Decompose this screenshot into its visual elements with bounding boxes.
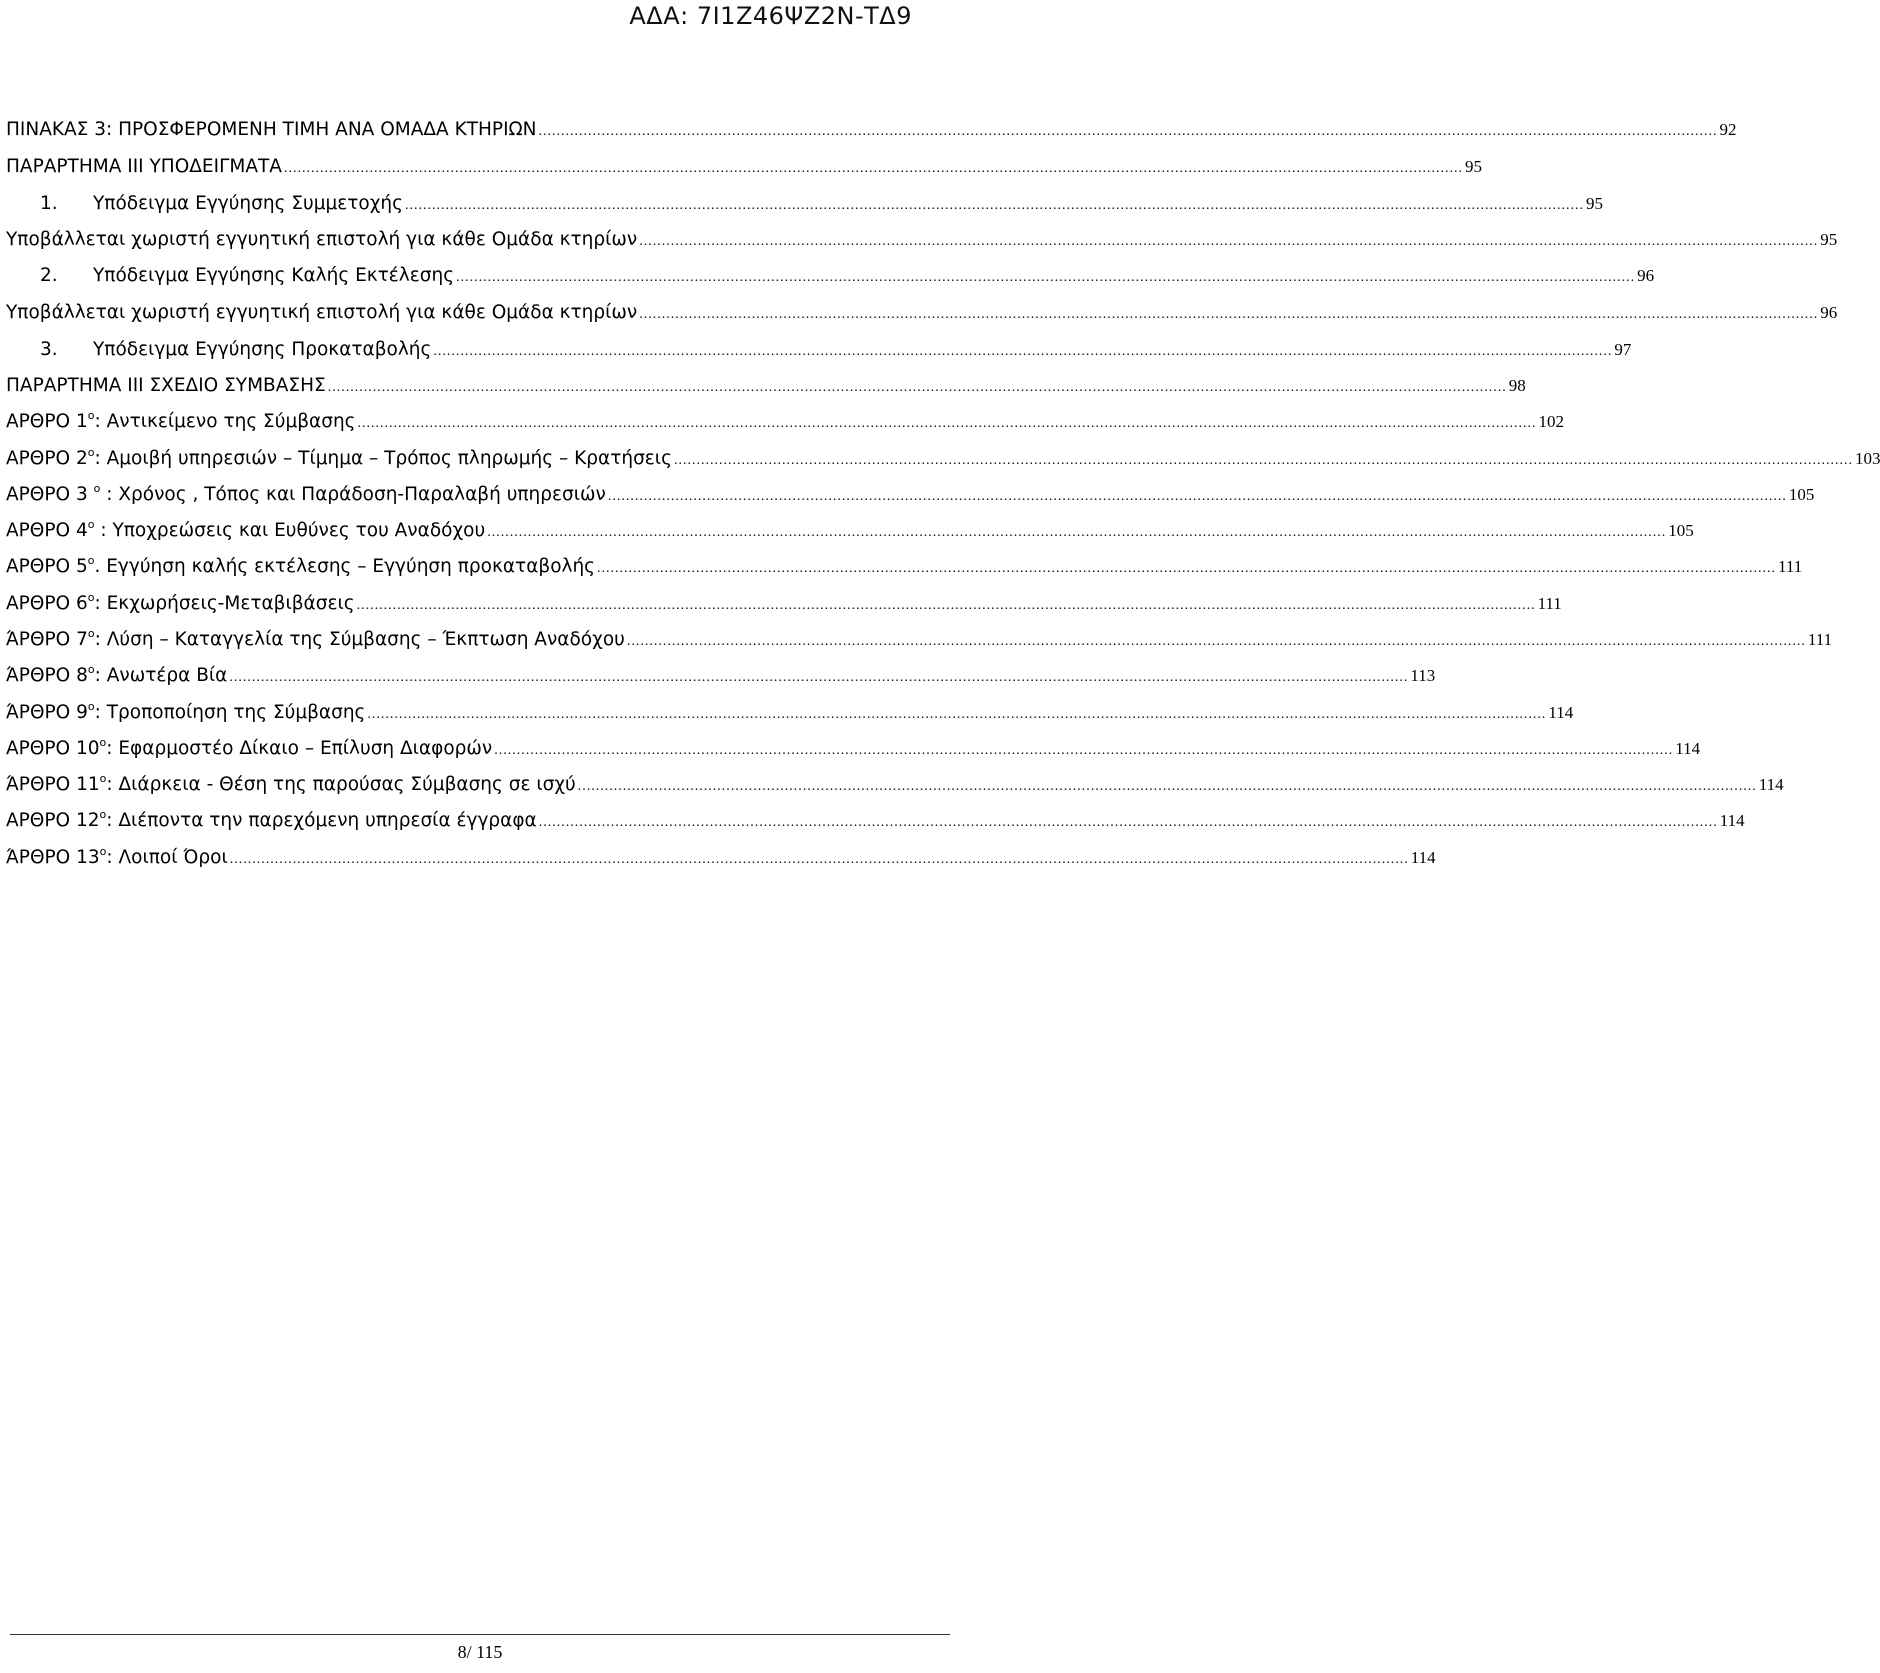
leader-dots bbox=[405, 198, 1584, 214]
toc-page-number: 95 bbox=[1820, 230, 1838, 249]
toc-page-number: 105 bbox=[1788, 485, 1815, 504]
leader-dots bbox=[358, 416, 1537, 432]
toc-number: 2. bbox=[40, 265, 58, 286]
toc-entry[interactable]: 3. Υπόδειγμα Εγγύησης Προκαταβολής ..... 97 bbox=[40, 339, 954, 360]
toc-entry[interactable]: 2. Υπόδειγμα Εγγύησης Καλής Εκτέλεσης ..... 96 bbox=[40, 265, 954, 286]
toc-entry[interactable]: ΆΡΘΡΟ $7^o$: Λύση – Καταγγελία της Σύμβασης – Έκπτωση Αναδόχου ..... 111 bbox=[6, 629, 954, 650]
toc-entry[interactable]: ΑΡΘΡΟ $5^o$. Εγγύηση καλής εκτέλεσης – Εγγύηση προκαταβολής ..... 111 bbox=[6, 556, 954, 577]
toc-page-number: 95 bbox=[1586, 194, 1603, 213]
leader-dots bbox=[357, 598, 1536, 614]
toc-page-number: 92 bbox=[1719, 120, 1737, 139]
toc-entry[interactable]: Υποβάλλεται χωριστή εγγυητική επιστολή για κάθε Ομάδα κτηρίων ..... 95 bbox=[6, 229, 954, 250]
leader-dots bbox=[328, 380, 1507, 396]
toc-number: 1. bbox=[40, 193, 58, 214]
toc-page-number: 114 bbox=[1548, 703, 1574, 722]
toc-entry[interactable]: ΠΑΡΑΡΤΗΜΑ ΙΙΙ ΥΠΟΔΕΙΓΜΑΤΑ ..... 95 bbox=[6, 156, 954, 177]
toc-entry[interactable]: ΆΡΘΡΟ $13^o$: Λοιποί Όροι ..... 114 bbox=[6, 847, 954, 868]
toc-number: 3. bbox=[40, 339, 58, 360]
leader-dots bbox=[578, 779, 1757, 795]
toc-page-number: 95 bbox=[1464, 157, 1482, 176]
leader-dots bbox=[627, 634, 1806, 650]
leader-dots bbox=[367, 707, 1546, 723]
leader-dots bbox=[456, 270, 1635, 286]
toc-entry[interactable]: ΑΡΘΡΟ $4^o$ : Υποχρεώσεις και Ευθύνες του Αναδόχου ..... 105 bbox=[6, 520, 954, 541]
toc-page-number: 114 bbox=[1410, 848, 1436, 867]
leader-dots bbox=[639, 307, 1818, 323]
toc-entry[interactable]: ΑΡΘΡΟ $10^o$: Εφαρμοστέο Δίκαιο – Επίλυση Διαφορών ..... 114 bbox=[6, 738, 954, 759]
toc-page-number: 96 bbox=[1637, 266, 1655, 285]
page-footer bbox=[0, 1636, 960, 1662]
toc-page-number: 111 bbox=[1778, 557, 1803, 576]
footer-divider bbox=[10, 1634, 950, 1635]
toc-entry[interactable]: ΆΡΘΡΟ $8^o$: Ανωτέρα Βία ..... 113 bbox=[6, 665, 954, 686]
leader-dots bbox=[608, 489, 1787, 505]
leader-dots bbox=[494, 743, 1673, 759]
toc-page-number: 103 bbox=[1854, 449, 1880, 468]
leader-dots bbox=[597, 561, 1776, 577]
toc-entry[interactable]: ΑΡΘΡΟ 3 $^o$ : Χρόνος , Τόπος και Παράδοση-Παραλαβή υπηρεσιών ..... 105 bbox=[6, 484, 954, 505]
leader-dots bbox=[539, 815, 1718, 831]
toc-page-number: 114 bbox=[1719, 811, 1745, 830]
page-indicator: 8/ 115 bbox=[457, 1642, 503, 1662]
toc-page-number: 96 bbox=[1820, 303, 1838, 322]
toc-entry[interactable]: ΆΡΘΡΟ $9^o$: Τροποποίηση της Σύμβασης ..... 114 bbox=[6, 702, 954, 723]
toc-entry[interactable]: ΑΡΘΡΟ $12^o$: Διέποντα την παρεχόμενη υπηρεσία έγγραφα ..... 114 bbox=[6, 810, 954, 831]
toc-page-number: 102 bbox=[1538, 412, 1565, 431]
toc-page-number: 111 bbox=[1807, 630, 1833, 649]
leader-dots bbox=[487, 525, 1666, 541]
leader-dots bbox=[539, 124, 1718, 140]
toc-entry[interactable]: ΆΡΘΡΟ $11^o$: Διάρκεια - Θέση της παρούσας Σύμβασης σε ισχύ ..... 114 bbox=[6, 774, 954, 795]
toc-entry[interactable]: ΑΡΘΡΟ $6^o$: Εκχωρήσεις-Μεταβιβάσεις ..... 111 bbox=[6, 593, 954, 614]
toc-entry[interactable]: ΠΑΡΑΡΤΗΜΑ ΙΙΙ ΣΧΕΔΙΟ ΣΥΜΒΑΣΗΣ ..... 98 bbox=[6, 375, 954, 396]
toc-page-number: 114 bbox=[1758, 775, 1784, 794]
toc-entry[interactable]: ΑΡΘΡΟ $1^o$: Αντικείμενο της Σύμβασης ..... 102 bbox=[6, 411, 954, 432]
toc-entry[interactable]: ΑΡΘΡΟ $2^o$: Αμοιβή υπηρεσιών – Τίμημα – Τρόπος πληρωμής – Κρατήσεις ..... 103 bbox=[6, 448, 954, 469]
leader-dots bbox=[433, 344, 1612, 360]
leader-dots bbox=[674, 453, 1853, 469]
toc-page-number: 105 bbox=[1668, 521, 1694, 540]
toc-page-number: 98 bbox=[1508, 376, 1526, 395]
toc-entry[interactable]: ΠΙΝΑΚΑΣ 3: ΠΡΟΣΦΕΡΟΜΕΝΗ ΤΙΜΗ ΑΝΑ ΟΜΑΔΑ ΚΤΗΡΙΩΝ ..... 92 bbox=[6, 119, 954, 140]
ada-code: ΑΔΑ: 7Ι1Ζ46ΨΖ2Ν-ΤΔ9 bbox=[629, 2, 912, 30]
leader-dots bbox=[284, 161, 1463, 177]
toc-entry[interactable]: 1. Υπόδειγμα Εγγύησης Συμμετοχής ..... 95 bbox=[40, 193, 954, 214]
leader-dots bbox=[639, 234, 1818, 250]
toc-page-number: 113 bbox=[1410, 666, 1436, 685]
toc-entry[interactable]: Υποβάλλεται χωριστή εγγυητική επιστολή για κάθε Ομάδα κτηρίων ..... 96 bbox=[6, 302, 954, 323]
leader-dots bbox=[229, 670, 1408, 686]
toc-page-number: 111 bbox=[1537, 594, 1562, 613]
leader-dots bbox=[230, 852, 1409, 868]
toc-page-number: 97 bbox=[1614, 340, 1632, 359]
toc-page-number: 114 bbox=[1675, 739, 1701, 758]
